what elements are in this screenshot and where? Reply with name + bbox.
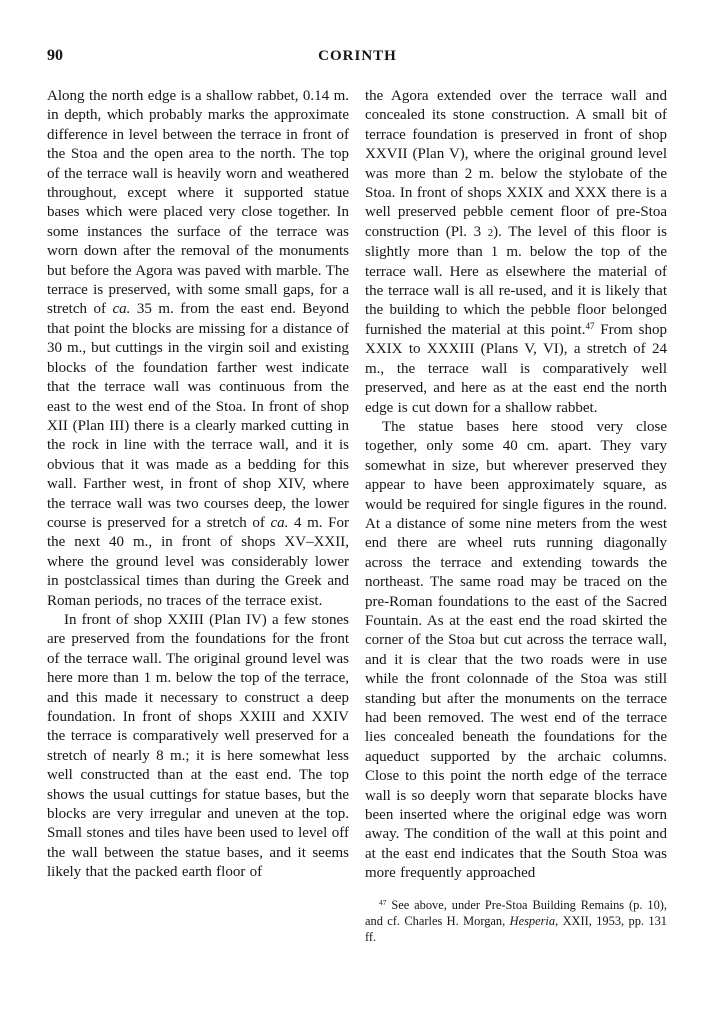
text-segment: , XXII, 1953, pp. 131 ff.: [365, 914, 667, 945]
text-columns: [47, 87, 668, 946]
running-header: [47, 47, 668, 67]
paragraph: [365, 87, 667, 418]
text-segment: The statue bases here stood very close together, only some 40 cm. apart. They vary somewhat in size, but wherever preserved they appear to have been approximately square, as would be required for single figures in the round. At a distance of some nine meters from the west end there are wheel ruts running diagonally across the terrace and extending towards the northeast. The same road may be traced on the pre-Roman foundations to the east of the Sacred Fountain. As at the east end the road skirted the corner of the Stoa but cut across the terrace wall, and it is clear that the two roads were in use while the front colonnade of the Stoa was still standing but after the monuments on the terrace had been removed. The west end of the terrace lies concealed beneath the foundations for the aqueduct supported by the archaic columns. Close to this point the north edge of the terrace wall is so deeply worn that separate blocks have been inserted where the original edge was worn away. The condition of the wall at this point and at the east end indicates that the South Stoa was more frequently approached: [365, 418, 667, 882]
text-segment: From shop XXIX to XXXIII (Plans V, VI), a stretch of 24 m., the terrace wall is comparatively well preserved, and here as at the east end the north edge is cut down for a shallow rabbet.: [365, 321, 667, 416]
footnote: [365, 897, 667, 946]
text-segment: the Agora extended over the terrace wall and concealed its stone construction. A small bit of terrace foundation is preserved in front of shop XXVII (Plan V), where the original ground level was more than 2 m. below the stylobate of the Stoa. In front of shops XXIX and XXX there is a well preserved pebble cement floor of pre-Stoa construction (Pl. 3: [365, 88, 667, 240]
footnote-reference: 47: [379, 897, 387, 907]
paragraph: [365, 418, 667, 884]
text-segment: ). The level of this floor is slightly more than 1 m. below the top of the terrace wall. Here as elsewhere the material of the terrace wall is all re-used, and it is likely that the building to which the pebble floor belonged furnished the material at this point.: [365, 223, 667, 338]
paragraph: [365, 897, 667, 946]
running-head-title: CORINTH: [318, 48, 397, 64]
right-column: [365, 87, 667, 946]
paragraph: [47, 87, 349, 611]
text-segment: Along the north edge is a shallow rabbet, 0.14 m. in depth, which probably marks the approximate difference in level between the terrace in front of the Stoa and the open area to the north. The top of the terrace wall is heavily worn and weathered throughout, except where it supported statue bases which were placed very close together. In some instances the surface of the terrace was worn down after the removal of the monuments but before the Agora was paved with marble. The terrace is preserved, with some small gaps, for a stretch of: [47, 88, 349, 318]
text-segment: 35 m. from the east end. Beyond that point the blocks are missing for a distance of 30 m., but cuttings in the virgin soil and existing blocks of the foundation farther west indicate that the terrace wall was continuous from the east to the west end of the Stoa. In front of shop XII (Plan III) there is a clearly marked cutting in the rock in line with the terrace wall, and it is obvious that it was made as a bedding for this wall. Farther west, in front of shop XIV, where the terrace wall was two courses deep, the lower course is preserved for a stretch of: [47, 301, 349, 531]
text-segment: Hesperia: [509, 914, 556, 929]
paragraph: [47, 611, 349, 883]
text-segment: ca.: [270, 514, 289, 531]
text-segment: 4 m. For the next 40 m., in front of shops XV–XXII, where the ground level was considerably lower in postclassical times than during the Greek and Roman periods, no traces of the terrace exist.: [47, 514, 350, 609]
left-column: [47, 87, 349, 946]
text-segment: In front of shop XXIII (Plan IV) a few stones are preserved from the foundations for the front of the terrace wall. The original ground level was here more than 1 m. below the top of the terrace, and this made it necessary to construct a deep foundation. In front of shops XXIII and XXIV the terrace is comparatively well preserved for a stretch of nearly 8 m.; it is here somewhat less well constructed than at the east end. The top shows the usual cuttings for statue bases, but the blocks are very irregular and uneven at the top. Small stones and tiles have been used to level off the wall between the statue bases, and it seems likely that the packed earth floor of: [47, 611, 349, 881]
text-segment: See above, under Pre-Stoa Building Remains (p. 10), and cf. Charles H. Morgan,: [365, 897, 667, 929]
right-column-text: [365, 87, 667, 884]
footnote-reference: 47: [585, 320, 595, 331]
text-segment: ca.: [112, 301, 131, 318]
page-number: 90: [47, 47, 63, 64]
text-segment: 2: [487, 226, 494, 239]
